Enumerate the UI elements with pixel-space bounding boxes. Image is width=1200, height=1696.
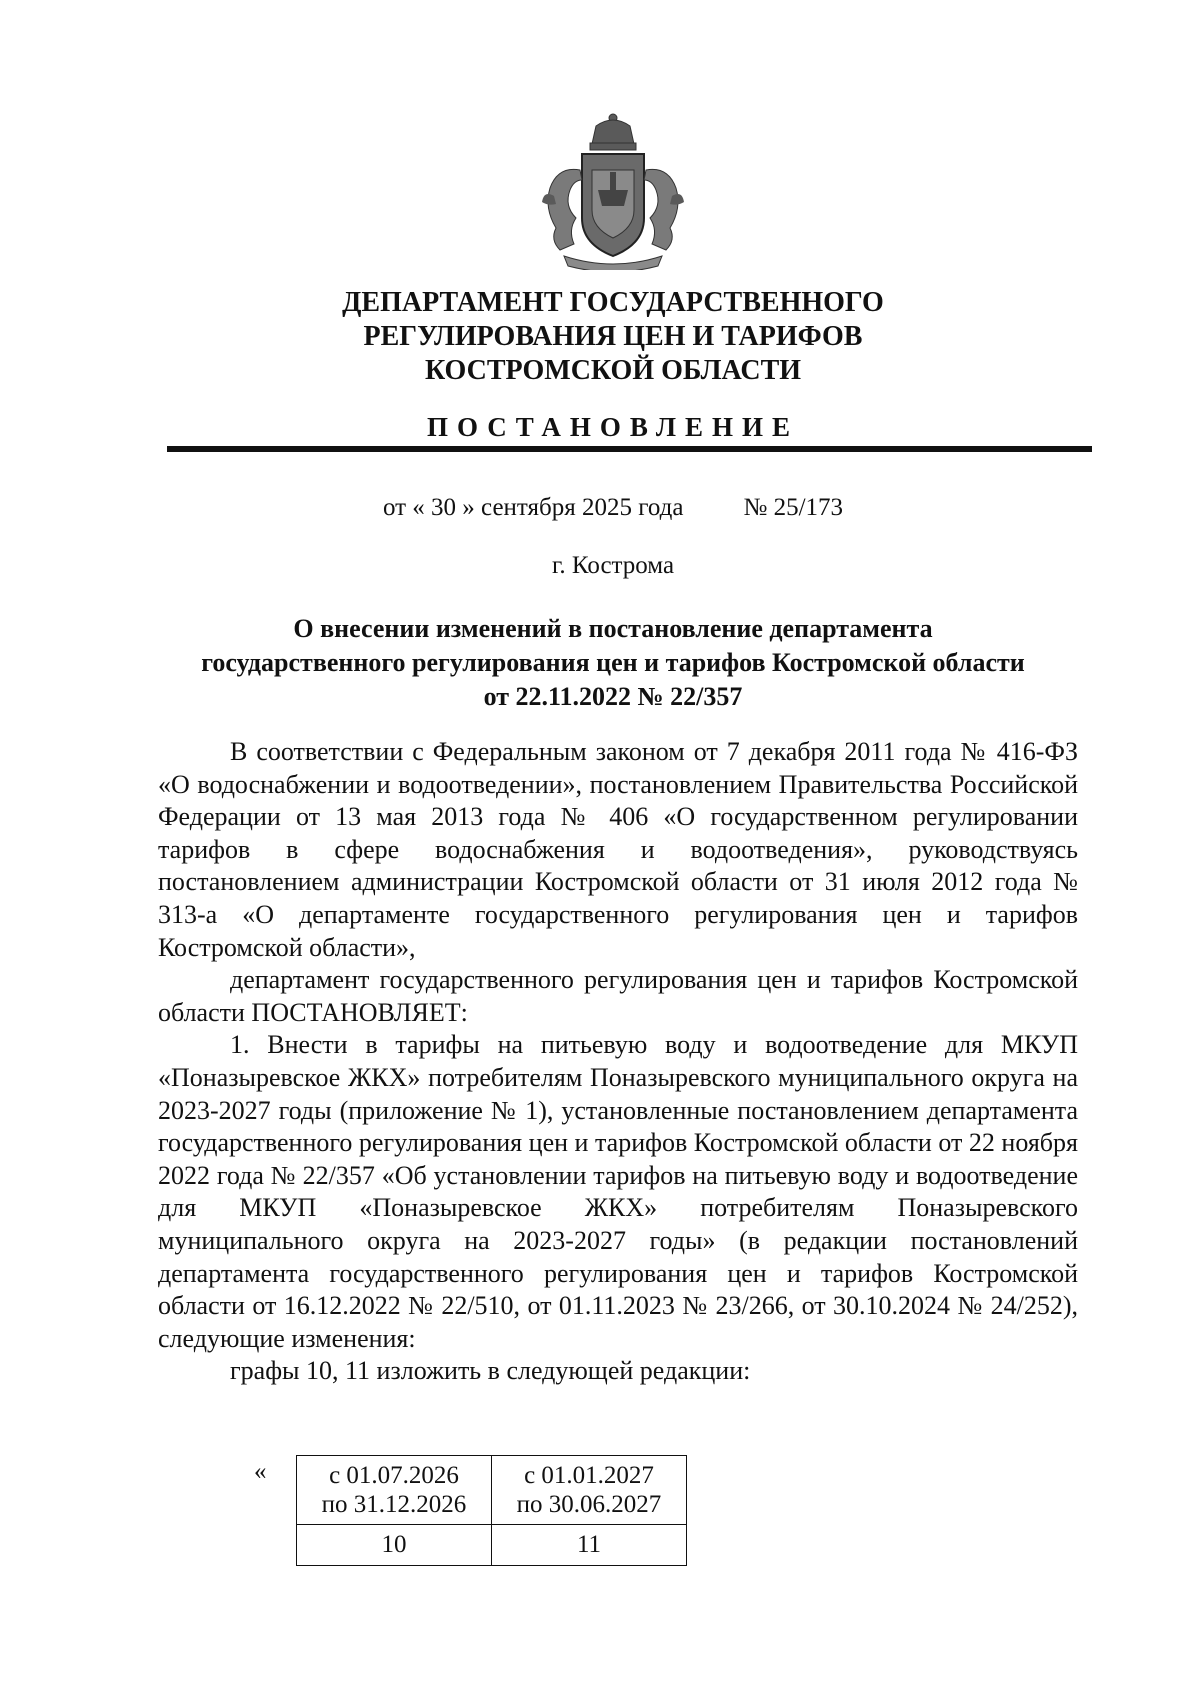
subject-line2: государственного регулирования цен и тарифов Костромской области: [201, 648, 1025, 677]
document-city: г. Кострома: [551, 552, 675, 579]
period-start: с 01.07.2026: [329, 1462, 459, 1489]
subject-line3: от 22.11.2022 № 22/357: [483, 682, 743, 711]
table-cell-col10-period: [297, 1456, 492, 1525]
table-cell-col10-number: 10: [297, 1525, 492, 1566]
table-row: [297, 1525, 687, 1566]
paragraph-columns-note: графы 10, 11 изложить в следующей редакции:: [230, 1356, 751, 1386]
paragraph-item-1: 1. Внести в тарифы на питьевую воду и водоотведение для МКУП «Поназыревское ЖКХ» потребителям Поназыревского муниципального округа на 2023-2027 годы (приложение № 1), установленные постановлением департамента государственного регулирования цен и тарифов Костромской области от 22 ноября 2022 года № 22/357 «Об установлении тарифов на питьевую воду и водоотведение для МКУП «Поназыревское ЖКХ» потребителям Поназыревского муниципального округа на 2023-2027 годы» (в редакции постановлений департамента государственного регулирования цен и тарифов Костромской области от 16.12.2022 № 22/510, от 01.11.2023 № 23/266, от 30.10.2024 № 24/252), следующие изменения:: [158, 1030, 1078, 1353]
coat-of-arms-icon: [540, 110, 686, 270]
opening-quote: «: [254, 1458, 267, 1485]
document-subject: [150, 612, 1076, 714]
paragraph-resolves: департамент государственного регулирования цен и тарифов Костромской области ПОСТАНОВЛЯЕТ:: [158, 965, 1078, 1027]
department-name: [0, 286, 1200, 388]
subject-line1: О внесении изменений в постановление департамента: [293, 614, 933, 643]
department-name-line3: КОСТРОМСКОЙ ОБЛАСТИ: [424, 355, 802, 386]
document-date: от « 30 » сентября 2025 года: [382, 494, 684, 521]
date-line: [0, 494, 1200, 522]
period-start: с 01.01.2027: [524, 1462, 654, 1489]
period-end: по 31.12.2026: [321, 1491, 467, 1518]
document-type: ПОСТАНОВЛЕНИЕ: [426, 412, 800, 442]
table-cell-col11-number: 11: [492, 1525, 687, 1566]
table-cell-col11-period: [492, 1456, 687, 1525]
table-row: [297, 1456, 687, 1525]
period-end: по 30.06.2027: [516, 1491, 662, 1518]
document-number: № 25/173: [743, 494, 844, 521]
document-body: [158, 736, 1078, 1388]
department-name-line2: РЕГУЛИРОВАНИЯ ЦЕН И ТАРИФОВ: [363, 321, 863, 352]
tariff-columns-table: [296, 1455, 687, 1566]
paragraph-legal-basis: В соответствии с Федеральным законом от 7 декабря 2011 года № 416-ФЗ «О водоснабжении и водоотведении», постановлением Правительства Российской Федерации от 13 мая 2013 года № 406 «О государственном регулировании тарифов в сфере водоснабжения и водоотведения», руководствуясь постановлением администрации Костромской области от 31 июля 2012 года № 313-а «О департаменте государственного регулирования цен и тарифов Костромской области»,: [158, 737, 1078, 962]
department-name-line1: ДЕПАРТАМЕНТ ГОСУДАРСТВЕННОГО: [342, 287, 884, 318]
header-divider: [167, 446, 1092, 452]
